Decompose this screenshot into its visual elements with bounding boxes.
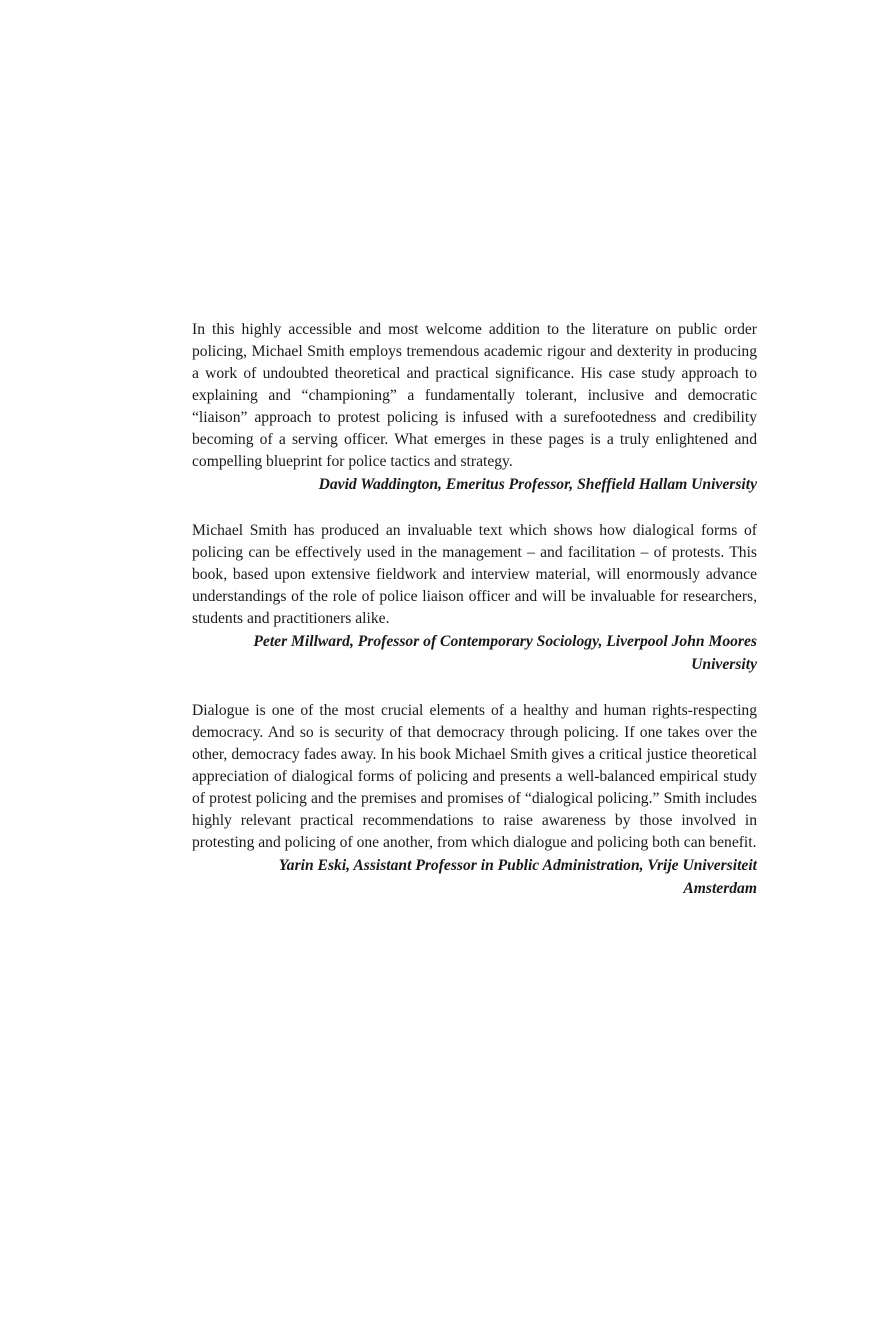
- endorsement: [192, 319, 757, 496]
- endorsement-attribution: David Waddington, Emeritus Professor, Sheffield Hallam University: [318, 476, 757, 493]
- endorsement: [192, 520, 757, 676]
- endorsements-section: [192, 319, 757, 924]
- endorsement-text: Michael Smith has produced an invaluable text which shows how dialogical forms of policing can be effectively used in the management – and facilitation – of protests. This book, based upon extensive fieldwork and interview material, will enormously advance understandings of the role of police liaison officer and will be invaluable for researchers, students and practitioners alike.: [192, 522, 757, 627]
- endorsement: [192, 700, 757, 900]
- endorsement-text: In this highly accessible and most welcome addition to the literature on public order policing, Michael Smith employs tremendous academic rigour and dexterity in producing a work of undoubted theoretical and practical significance. His case study approach to explaining and “championing” a fundamentally tolerant, inclusive and democratic “liaison” approach to protest policing is infused with a surefootedness and credibility becoming of a serving officer. What emerges in these pages is a truly enlightened and compelling blueprint for police tactics and strategy.: [192, 321, 757, 470]
- endorsement-attribution: Yarin Eski, Assistant Professor in Public Administration, Vrije Universiteit Amsterdam: [278, 857, 757, 897]
- endorsement-text: Dialogue is one of the most crucial elements of a healthy and human rights-respecting democracy. And so is security of that democracy through policing. If one takes over the other, democracy fades away. In his book Michael Smith gives a critical justice theoretical appreciation of dialogical forms of policing and presents a well-balanced empirical study of protest policing and the premises and promises of “dialogical policing.” Smith includes highly relevant practical recommendations to raise awareness by those involved in protesting and policing of one another, from which dialogue and policing both can benefit.: [192, 702, 757, 851]
- endorsement-attribution: Peter Millward, Professor of Contemporary Sociology, Liverpool John Moores University: [253, 633, 757, 673]
